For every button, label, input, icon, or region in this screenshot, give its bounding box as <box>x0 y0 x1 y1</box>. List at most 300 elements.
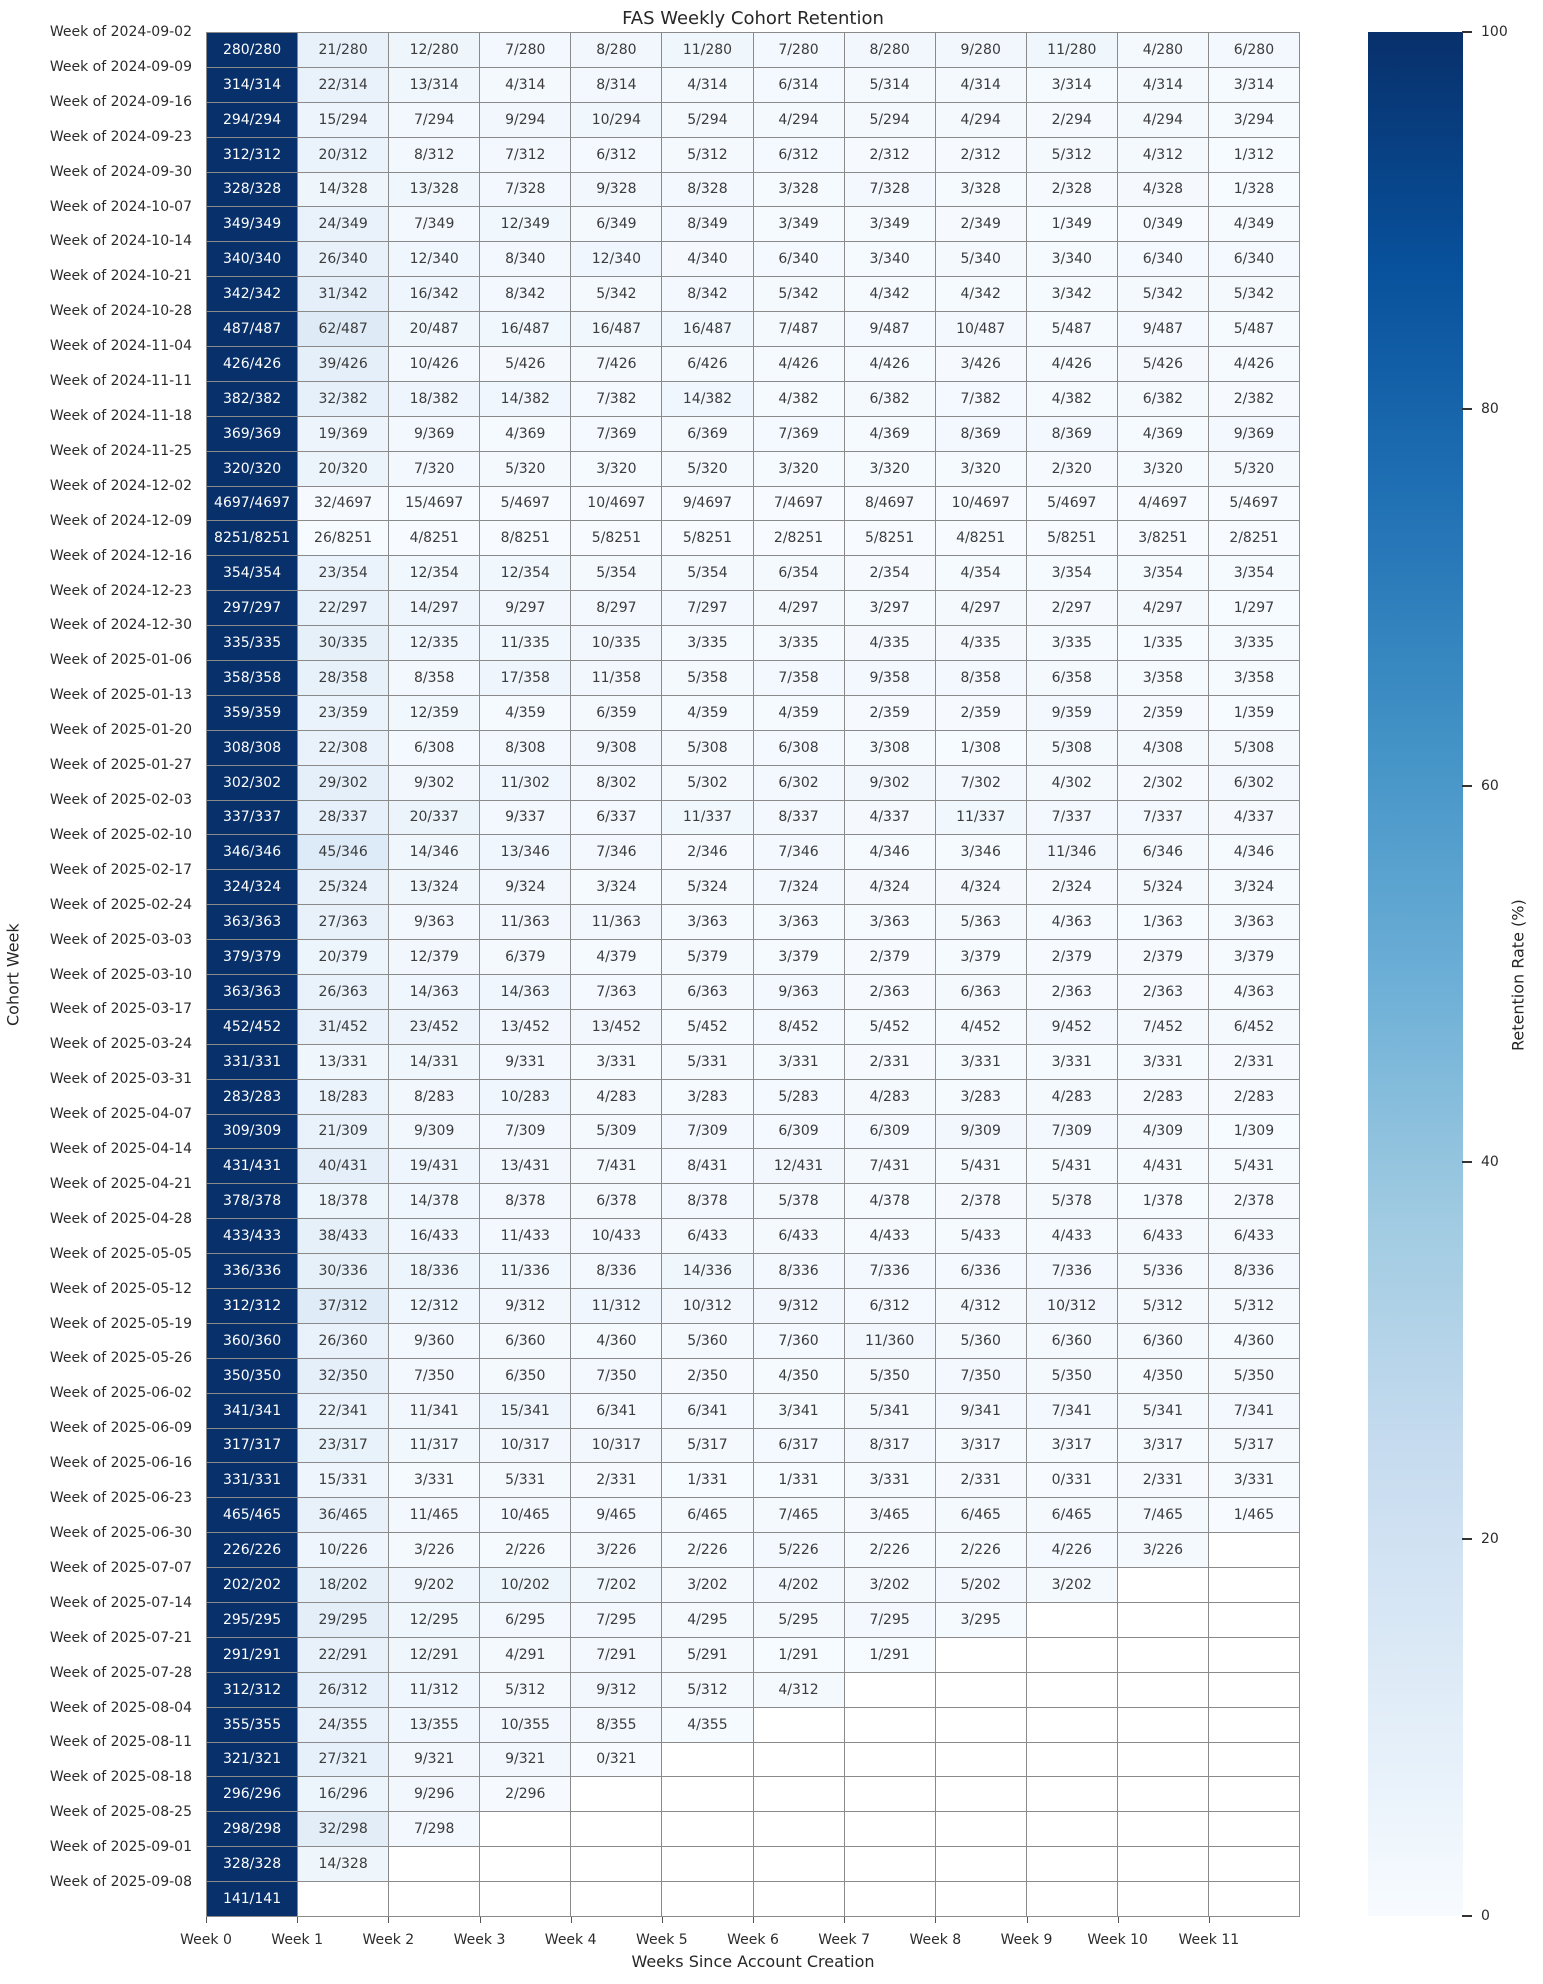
x-tick-mark <box>935 1917 936 1923</box>
heatmap-cell-empty <box>845 1882 935 1916</box>
heatmap-cell: 355/355 <box>207 1708 297 1742</box>
heatmap-cell: 9/312 <box>754 1289 844 1323</box>
heatmap-cell: 26/8251 <box>298 521 388 555</box>
y-tick-label: Week of 2025-08-18 <box>49 1769 192 1786</box>
heatmap-cell: 5/317 <box>1209 1429 1299 1463</box>
x-tick-mark <box>1027 1917 1028 1923</box>
heatmap-cell: 23/359 <box>298 696 388 730</box>
y-tick-label: Week of 2024-10-21 <box>49 268 192 285</box>
heatmap-cell: 5/433 <box>936 1219 1026 1253</box>
heatmap-cell: 8251/8251 <box>207 521 297 555</box>
heatmap-cell: 18/382 <box>389 382 479 416</box>
heatmap-cell: 6/317 <box>754 1429 844 1463</box>
heatmap-cell: 7/294 <box>389 103 479 137</box>
x-tick-label: Week 4 <box>544 1932 597 1948</box>
heatmap-cell: 6/350 <box>480 1359 570 1393</box>
y-tick-label: Week of 2025-05-05 <box>49 1245 192 1262</box>
heatmap-cell: 328/328 <box>207 173 297 207</box>
heatmap-cell: 24/355 <box>298 1708 388 1742</box>
heatmap-cell: 8/317 <box>845 1429 935 1463</box>
heatmap-cell: 8/452 <box>754 1010 844 1044</box>
y-tick-label: Week of 2024-12-16 <box>49 547 192 564</box>
heatmap-cell: 2/331 <box>936 1463 1026 1497</box>
heatmap-cell: 9/363 <box>389 905 479 939</box>
heatmap-cell: 9/321 <box>389 1743 479 1777</box>
heatmap-cell: 431/431 <box>207 1149 297 1183</box>
heatmap-cell: 3/202 <box>662 1568 752 1602</box>
heatmap-cell: 15/331 <box>298 1463 388 1497</box>
x-tick-label: Week 2 <box>362 1932 415 1948</box>
colorbar-tick-label: 0 <box>1481 1908 1490 1924</box>
heatmap-cell: 321/321 <box>207 1743 297 1777</box>
heatmap-cell-empty <box>1027 1777 1117 1811</box>
heatmap-cell: 1/359 <box>1209 696 1299 730</box>
heatmap-cell: 7/346 <box>571 835 661 869</box>
heatmap-cell: 5/4697 <box>1209 487 1299 521</box>
heatmap-cell: 5/331 <box>480 1463 570 1497</box>
heatmap-cell: 1/291 <box>754 1638 844 1672</box>
heatmap-cell: 226/226 <box>207 1533 297 1567</box>
heatmap-cell: 2/378 <box>936 1184 1026 1218</box>
heatmap-cell: 4/369 <box>845 417 935 451</box>
x-tick-mark <box>844 1917 845 1923</box>
x-tick-mark <box>206 1917 207 1923</box>
heatmap-cell: 4/335 <box>936 626 1026 660</box>
heatmap-cell-empty <box>1209 1847 1299 1881</box>
heatmap-cell: 4/297 <box>1118 591 1208 625</box>
y-tick-label: Week of 2024-10-28 <box>49 303 192 320</box>
y-tick-label: Week of 2025-05-12 <box>49 1280 192 1297</box>
heatmap-cell-empty <box>389 1847 479 1881</box>
heatmap-cell: 3/328 <box>754 173 844 207</box>
heatmap-cell: 3/320 <box>571 452 661 486</box>
heatmap-cell: 4/363 <box>1027 905 1117 939</box>
heatmap-cell: 4/426 <box>1027 347 1117 381</box>
heatmap-cell: 3/426 <box>936 347 1026 381</box>
heatmap-cell: 4/369 <box>480 417 570 451</box>
heatmap-cell: 9/321 <box>480 1743 570 1777</box>
heatmap-cell: 3/297 <box>845 591 935 625</box>
heatmap-cell: 5/283 <box>754 1080 844 1114</box>
heatmap-cell: 16/342 <box>389 277 479 311</box>
x-axis-title: Weeks Since Account Creation <box>631 1952 875 1971</box>
heatmap-cell: 8/336 <box>754 1254 844 1288</box>
heatmap-cell: 6/340 <box>754 242 844 276</box>
heatmap-cell: 3/349 <box>754 207 844 241</box>
heatmap-cell-empty <box>1118 1743 1208 1777</box>
heatmap-cell: 10/202 <box>480 1568 570 1602</box>
heatmap-cell: 1/331 <box>754 1463 844 1497</box>
heatmap-cell: 18/202 <box>298 1568 388 1602</box>
heatmap-cell: 10/426 <box>389 347 479 381</box>
heatmap-cell: 5/312 <box>1209 1289 1299 1323</box>
heatmap-cell: 4/337 <box>845 801 935 835</box>
chart-title: FAS Weekly Cohort Retention <box>622 8 884 29</box>
heatmap-cell: 1/291 <box>845 1638 935 1672</box>
heatmap-cell: 9/280 <box>936 33 1026 67</box>
x-tick-mark <box>1209 1917 1210 1923</box>
heatmap-cell-empty <box>1118 1812 1208 1846</box>
heatmap-cell: 5/378 <box>1027 1184 1117 1218</box>
heatmap-cell: 382/382 <box>207 382 297 416</box>
heatmap-cell: 2/8251 <box>1209 521 1299 555</box>
heatmap-cell: 5/324 <box>1118 870 1208 904</box>
heatmap-cell: 7/431 <box>845 1149 935 1183</box>
heatmap-cell: 6/295 <box>480 1603 570 1637</box>
heatmap-cell: 5/426 <box>1118 347 1208 381</box>
x-tick-label: Week 1 <box>271 1932 324 1948</box>
y-tick-label: Week of 2025-03-24 <box>49 1036 192 1053</box>
y-tick-label: Week of 2025-08-25 <box>49 1804 192 1821</box>
colorbar-tick-mark <box>1462 1161 1472 1163</box>
heatmap-cell: 8/378 <box>480 1184 570 1218</box>
heatmap-cell: 354/354 <box>207 556 297 590</box>
y-tick-label: Week of 2025-07-28 <box>49 1664 192 1681</box>
heatmap-cell: 20/337 <box>389 801 479 835</box>
heatmap-cell: 426/426 <box>207 347 297 381</box>
heatmap-cell: 9/308 <box>571 731 661 765</box>
heatmap-cell: 5/350 <box>1027 1359 1117 1393</box>
heatmap-cell: 9/4697 <box>662 487 752 521</box>
heatmap-cell: 12/349 <box>480 207 570 241</box>
heatmap-cell: 4/342 <box>936 277 1026 311</box>
heatmap-cell: 1/335 <box>1118 626 1208 660</box>
heatmap-cell: 9/312 <box>480 1289 570 1323</box>
heatmap-cell: 312/312 <box>207 1673 297 1707</box>
heatmap-cell-empty <box>1209 1533 1299 1567</box>
heatmap-cell: 6/363 <box>662 975 752 1009</box>
heatmap-cell: 13/324 <box>389 870 479 904</box>
heatmap-cell-empty <box>754 1708 844 1742</box>
y-tick-label: Week of 2025-04-28 <box>49 1210 192 1227</box>
heatmap-cell: 14/363 <box>480 975 570 1009</box>
heatmap-cell: 5/291 <box>662 1638 752 1672</box>
heatmap-cell: 5/350 <box>845 1359 935 1393</box>
heatmap-cell: 7/341 <box>1209 1394 1299 1428</box>
heatmap-cell: 7/350 <box>571 1359 661 1393</box>
heatmap-cell: 3/283 <box>936 1080 1026 1114</box>
heatmap-cell: 4/302 <box>1027 766 1117 800</box>
y-tick-label: Week of 2025-06-16 <box>49 1455 192 1472</box>
heatmap-cell: 7/291 <box>571 1638 661 1672</box>
heatmap-cell: 22/341 <box>298 1394 388 1428</box>
heatmap-cell-empty <box>754 1743 844 1777</box>
heatmap-cell: 3/331 <box>389 1463 479 1497</box>
heatmap-cell: 10/312 <box>662 1289 752 1323</box>
heatmap-cell: 4/324 <box>936 870 1026 904</box>
heatmap-cell: 2/294 <box>1027 103 1117 137</box>
heatmap-cell: 22/297 <box>298 591 388 625</box>
heatmap-cell: 331/331 <box>207 1463 297 1497</box>
heatmap-cell: 2/349 <box>936 207 1026 241</box>
heatmap-cell: 3/202 <box>845 1568 935 1602</box>
y-tick-label: Week of 2024-12-09 <box>49 512 192 529</box>
heatmap-cell: 1/349 <box>1027 207 1117 241</box>
heatmap-cell: 6/378 <box>571 1184 661 1218</box>
heatmap-cell: 4/360 <box>1209 1324 1299 1358</box>
heatmap-cell: 3/331 <box>1209 1463 1299 1497</box>
heatmap-cell: 10/317 <box>480 1429 570 1463</box>
heatmap-cell: 2/346 <box>662 835 752 869</box>
heatmap-cell: 12/354 <box>389 556 479 590</box>
heatmap-cell: 45/346 <box>298 835 388 869</box>
heatmap-cell: 27/363 <box>298 905 388 939</box>
x-tick-mark <box>388 1917 389 1923</box>
heatmap-cell: 5/312 <box>1027 138 1117 172</box>
heatmap-cell-empty <box>1118 1777 1208 1811</box>
heatmap-cell: 7/431 <box>571 1149 661 1183</box>
heatmap-cell: 4/314 <box>1118 68 1208 102</box>
heatmap-cell: 202/202 <box>207 1568 297 1602</box>
heatmap-cell-empty <box>1027 1638 1117 1672</box>
heatmap-cell: 10/4697 <box>571 487 661 521</box>
heatmap-cell: 3/379 <box>936 940 1026 974</box>
heatmap-cell: 6/302 <box>1209 766 1299 800</box>
heatmap-cell: 5/487 <box>1027 312 1117 346</box>
heatmap-cell: 5/340 <box>936 242 1026 276</box>
heatmap-cell: 6/312 <box>845 1289 935 1323</box>
heatmap-cell-empty <box>845 1743 935 1777</box>
heatmap-cell: 298/298 <box>207 1812 297 1846</box>
heatmap-cell: 11/346 <box>1027 835 1117 869</box>
heatmap-cell: 27/321 <box>298 1743 388 1777</box>
heatmap-cell-empty <box>298 1882 388 1916</box>
heatmap-cell: 433/433 <box>207 1219 297 1253</box>
heatmap-cell: 5/354 <box>662 556 752 590</box>
heatmap-cell: 30/335 <box>298 626 388 660</box>
heatmap-cell: 2/382 <box>1209 382 1299 416</box>
heatmap-cell: 346/346 <box>207 835 297 869</box>
heatmap-cell: 2/312 <box>936 138 1026 172</box>
heatmap-cell: 10/465 <box>480 1498 570 1532</box>
heatmap-cell: 6/309 <box>754 1115 844 1149</box>
heatmap-cell: 2/359 <box>1118 696 1208 730</box>
heatmap-cell: 11/336 <box>480 1254 570 1288</box>
heatmap-cell: 18/283 <box>298 1080 388 1114</box>
heatmap-cell: 363/363 <box>207 975 297 1009</box>
heatmap-cell: 9/297 <box>480 591 570 625</box>
heatmap-cell-empty <box>571 1847 661 1881</box>
heatmap-cell: 7/465 <box>1118 1498 1208 1532</box>
heatmap-cell: 9/294 <box>480 103 570 137</box>
heatmap-cell: 20/379 <box>298 940 388 974</box>
heatmap-cell: 5/314 <box>845 68 935 102</box>
y-tick-label: Week of 2024-10-14 <box>49 233 192 250</box>
heatmap-cell: 7/360 <box>754 1324 844 1358</box>
heatmap-cell: 2/331 <box>571 1463 661 1497</box>
heatmap-cell: 4/314 <box>662 68 752 102</box>
heatmap-cell: 6/337 <box>571 801 661 835</box>
heatmap-cell: 8/358 <box>389 661 479 695</box>
heatmap-cell: 3/340 <box>845 242 935 276</box>
heatmap-cell: 14/328 <box>298 1847 388 1881</box>
heatmap-cell: 29/295 <box>298 1603 388 1637</box>
y-tick-label: Week of 2024-12-30 <box>49 617 192 634</box>
heatmap-cell: 7/280 <box>480 33 570 67</box>
heatmap-cell: 3/363 <box>754 905 844 939</box>
heatmap-cell: 5/342 <box>754 277 844 311</box>
heatmap-cell: 4/342 <box>845 277 935 311</box>
heatmap-cell: 349/349 <box>207 207 297 241</box>
heatmap-cell: 9/369 <box>1209 417 1299 451</box>
heatmap-cell: 7/346 <box>754 835 844 869</box>
heatmap-cell: 5/312 <box>480 1673 570 1707</box>
heatmap-cell: 4/297 <box>936 591 1026 625</box>
y-tick-label: Week of 2025-03-17 <box>49 1001 192 1018</box>
heatmap-cell-empty <box>936 1812 1026 1846</box>
heatmap-cell: 6/465 <box>662 1498 752 1532</box>
heatmap-cell: 4/283 <box>845 1080 935 1114</box>
heatmap-cell: 6/360 <box>1118 1324 1208 1358</box>
heatmap-cell: 3/363 <box>662 905 752 939</box>
heatmap-cell: 0/321 <box>571 1743 661 1777</box>
heatmap-cell: 6/452 <box>1209 1010 1299 1044</box>
heatmap-cell: 1/465 <box>1209 1498 1299 1532</box>
y-tick-label: Week of 2025-02-10 <box>49 826 192 843</box>
heatmap-cell: 8/358 <box>936 661 1026 695</box>
heatmap-cell: 16/487 <box>480 312 570 346</box>
heatmap-cell-empty <box>662 1847 752 1881</box>
heatmap-cell: 360/360 <box>207 1324 297 1358</box>
heatmap-cell: 2/283 <box>1209 1080 1299 1114</box>
heatmap-cell: 7/336 <box>845 1254 935 1288</box>
x-tick-label: Week 10 <box>1087 1932 1148 1948</box>
heatmap-cell: 7/382 <box>936 382 1026 416</box>
heatmap-cell: 5/354 <box>571 556 661 590</box>
heatmap-cell: 4697/4697 <box>207 487 297 521</box>
heatmap-cell: 8/336 <box>571 1254 661 1288</box>
heatmap-cell: 6/341 <box>571 1394 661 1428</box>
heatmap-cell: 6/349 <box>571 207 661 241</box>
heatmap-cell: 7/369 <box>571 417 661 451</box>
heatmap-cell: 14/328 <box>298 173 388 207</box>
heatmap-cell: 7/302 <box>936 766 1026 800</box>
heatmap-cell: 4/369 <box>1118 417 1208 451</box>
heatmap-cell: 3/346 <box>936 835 1026 869</box>
heatmap-cell: 5/8251 <box>845 521 935 555</box>
heatmap-cell-empty <box>1027 1882 1117 1916</box>
heatmap-cell: 2/379 <box>845 940 935 974</box>
x-tick-label: Week 8 <box>909 1932 962 1948</box>
y-tick-label: Week of 2025-03-03 <box>49 931 192 948</box>
heatmap-cell: 4/335 <box>845 626 935 660</box>
heatmap-cell: 2/363 <box>1027 975 1117 1009</box>
colorbar-tick-label: 100 <box>1481 24 1508 40</box>
y-tick-label: Week of 2025-05-19 <box>49 1315 192 1332</box>
heatmap-cell: 8/302 <box>571 766 661 800</box>
heatmap-cell: 2/378 <box>1209 1184 1299 1218</box>
heatmap-cell: 6/369 <box>662 417 752 451</box>
heatmap-cell: 4/280 <box>1118 33 1208 67</box>
heatmap-cell: 5/360 <box>936 1324 1026 1358</box>
heatmap-cell: 32/382 <box>298 382 388 416</box>
heatmap-cell-empty <box>480 1847 570 1881</box>
heatmap-cell: 9/312 <box>571 1673 661 1707</box>
colorbar-tick-label: 80 <box>1481 400 1499 417</box>
heatmap-cell: 11/312 <box>389 1673 479 1707</box>
heatmap-cell: 23/354 <box>298 556 388 590</box>
heatmap-cell: 20/312 <box>298 138 388 172</box>
heatmap-cell: 22/314 <box>298 68 388 102</box>
heatmap-cell: 7/328 <box>845 173 935 207</box>
heatmap-cell: 3/320 <box>754 452 844 486</box>
heatmap-cell: 5/341 <box>1118 1394 1208 1428</box>
heatmap-cell: 26/360 <box>298 1324 388 1358</box>
heatmap-cell: 3/335 <box>662 626 752 660</box>
heatmap-cell: 3/226 <box>389 1533 479 1567</box>
heatmap-cell: 5/379 <box>662 940 752 974</box>
heatmap-cell: 7/324 <box>754 870 844 904</box>
heatmap-cell: 7/309 <box>1027 1115 1117 1149</box>
heatmap-cell: 4/354 <box>936 556 1026 590</box>
heatmap-cell: 6/308 <box>754 731 844 765</box>
y-tick-label: Week of 2024-09-02 <box>49 24 192 40</box>
heatmap-cell: 7/309 <box>662 1115 752 1149</box>
heatmap-cell: 5/342 <box>571 277 661 311</box>
heatmap-cell: 3/379 <box>1209 940 1299 974</box>
heatmap-cell: 21/309 <box>298 1115 388 1149</box>
x-tick-mark <box>297 1917 298 1923</box>
heatmap-cell: 5/226 <box>754 1533 844 1567</box>
heatmap-cell: 5/320 <box>480 452 570 486</box>
heatmap-cell: 12/354 <box>480 556 570 590</box>
heatmap-cell: 9/359 <box>1027 696 1117 730</box>
heatmap-cell: 4/359 <box>754 696 844 730</box>
heatmap-cell: 9/363 <box>754 975 844 1009</box>
heatmap-cell: 294/294 <box>207 103 297 137</box>
heatmap-cell-empty <box>1118 1708 1208 1742</box>
x-tick-mark <box>1118 1917 1119 1923</box>
heatmap-cell: 379/379 <box>207 940 297 974</box>
heatmap-cell: 5/294 <box>845 103 935 137</box>
heatmap-cell: 19/369 <box>298 417 388 451</box>
heatmap-cell: 12/359 <box>389 696 479 730</box>
heatmap-cell: 4/350 <box>754 1359 844 1393</box>
colorbar-title: Retention Rate (%) <box>1508 899 1528 1051</box>
heatmap-cell: 2/302 <box>1118 766 1208 800</box>
heatmap-cell: 2/324 <box>1027 870 1117 904</box>
heatmap-cell: 16/487 <box>662 312 752 346</box>
heatmap-cell: 295/295 <box>207 1603 297 1637</box>
heatmap-cell: 4/363 <box>1209 975 1299 1009</box>
heatmap-cell: 9/302 <box>389 766 479 800</box>
colorbar-tick-mark <box>1462 31 1472 33</box>
heatmap-cell: 2/226 <box>845 1533 935 1567</box>
heatmap-cell: 12/295 <box>389 1603 479 1637</box>
heatmap-cell: 487/487 <box>207 312 297 346</box>
heatmap-cell: 3/465 <box>845 1498 935 1532</box>
heatmap-cell: 3/331 <box>754 1045 844 1079</box>
heatmap-cell: 10/335 <box>571 626 661 660</box>
heatmap-cell: 6/336 <box>936 1254 1026 1288</box>
heatmap-cell: 4/328 <box>1118 173 1208 207</box>
heatmap-cell: 16/433 <box>389 1219 479 1253</box>
heatmap-cell-empty <box>1118 1603 1208 1637</box>
heatmap-cell: 4/314 <box>480 68 570 102</box>
heatmap-cell: 3/379 <box>754 940 844 974</box>
heatmap-cell: 14/346 <box>389 835 479 869</box>
heatmap-cell: 3/341 <box>754 1394 844 1428</box>
heatmap-cell: 4/226 <box>1027 1533 1117 1567</box>
heatmap-cell: 1/328 <box>1209 173 1299 207</box>
y-axis-title: Cohort Week <box>3 923 23 1027</box>
heatmap-cell: 31/342 <box>298 277 388 311</box>
heatmap-cell: 8/280 <box>845 33 935 67</box>
heatmap-cell: 5/317 <box>662 1429 752 1463</box>
heatmap-cell: 5/312 <box>1118 1289 1208 1323</box>
heatmap-cell: 1/312 <box>1209 138 1299 172</box>
heatmap-cell: 6/433 <box>754 1219 844 1253</box>
